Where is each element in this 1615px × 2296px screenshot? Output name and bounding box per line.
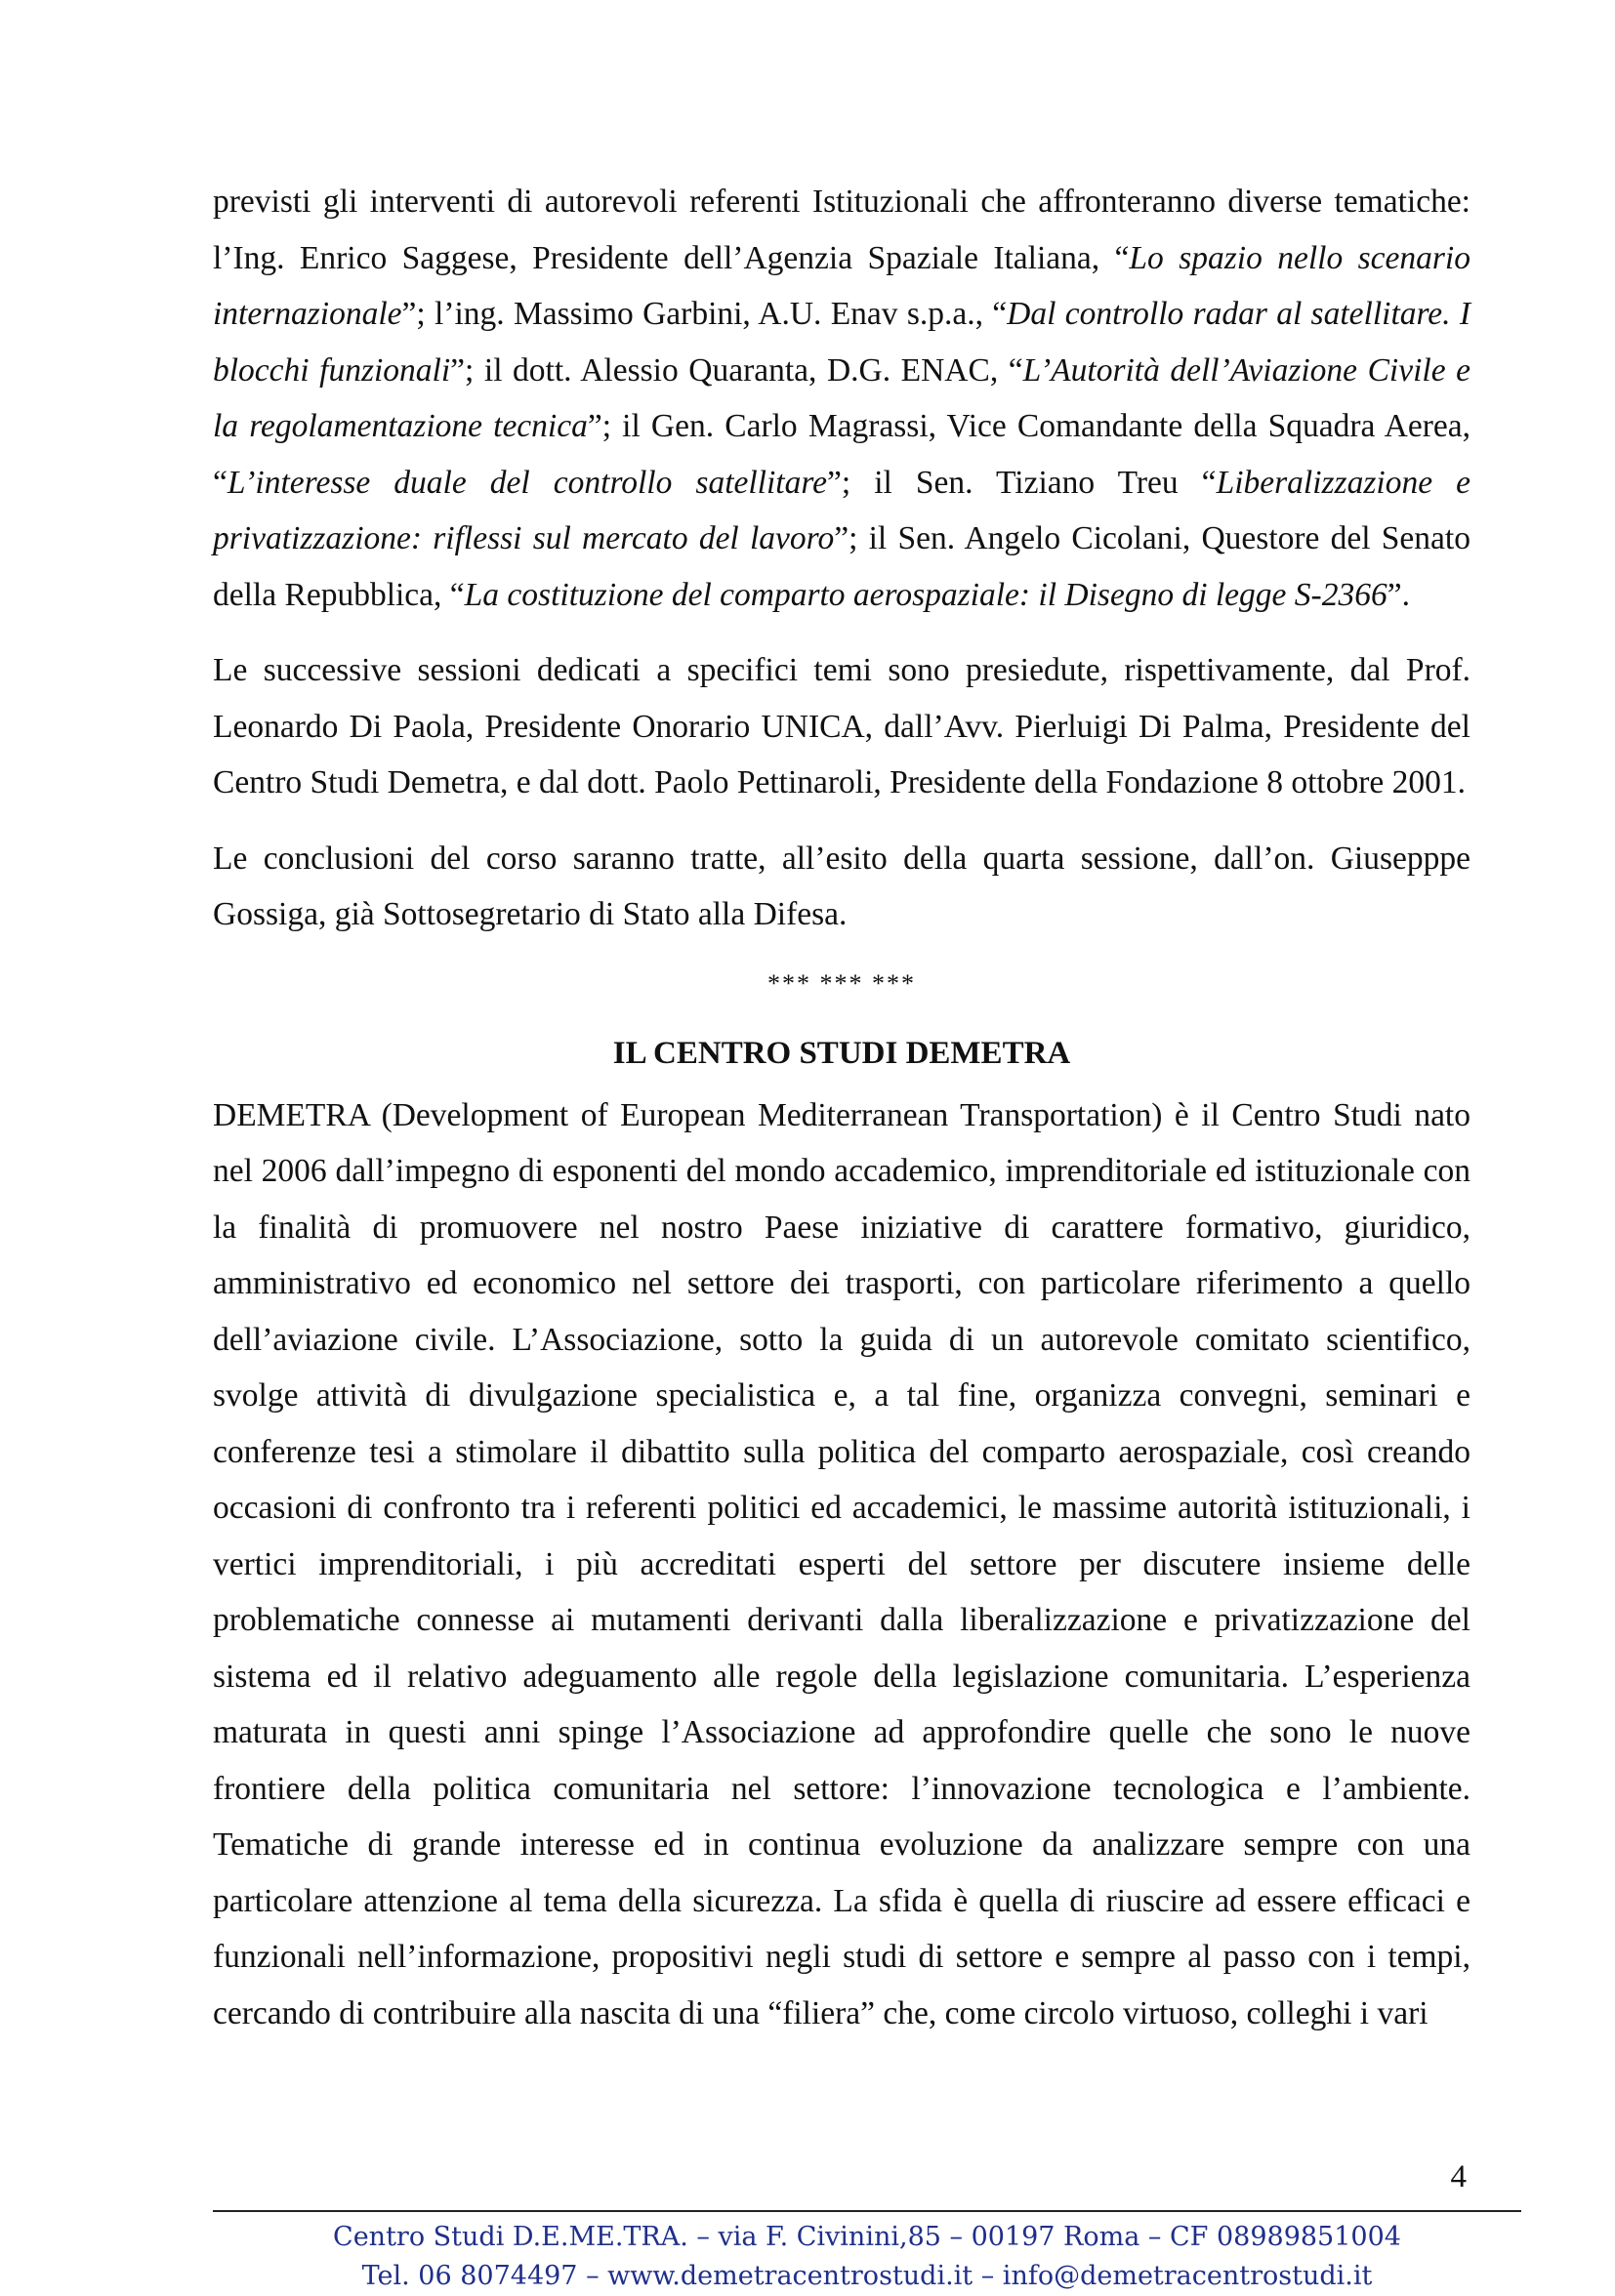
body-text xyxy=(213,174,1470,2061)
text-run: previsti gli interventi di autorevoli referenti Istituzionali che affronteranno diverse tematiche: l’Ing. Enrico Saggese, Presidente dell’Agenzia Spaziale Italiana, “ xyxy=(213,184,1470,276)
talk-title: La costituzione del comparto aerospaziale: il Disegno di legge S-2366 xyxy=(464,576,1387,613)
paragraph-sessions: Le successive sessioni dedicati a specifici temi sono presiedute, rispettivamente, dal Prof. Leonardo Di Paola, Presidente Onorario UNICA, dall’Avv. Pierluigi Di Palma, Presidente del Centro Studi Demetra, e dal dott. Paolo Pettinaroli, Presidente della Fondazione 8 ottobre 2001. xyxy=(213,652,1470,800)
footer-contacts: Tel. 06 8074497 – www.demetracentrostudi.it – info@demetracentrostudi.it xyxy=(361,2261,1373,2291)
section-separator: *** *** *** xyxy=(767,968,916,998)
talk-title: L’Autorità dell’Aviazione Civile e la regolamentazione tecnica xyxy=(213,351,1470,444)
footer-address: Centro Studi D.E.ME.TRA. – via F. Civinini,85 – 00197 Roma – CF 08989851004 xyxy=(333,2222,1401,2252)
text-run: ”; il dott. Alessio Quaranta, D.G. ENAC, “ xyxy=(450,351,1023,389)
section-heading: IL CENTRO STUDI DEMETRA xyxy=(612,1035,1071,1071)
talk-title: Dal controllo radar al satellitare. I blocchi funzionali xyxy=(213,296,1470,389)
page-number: 4 xyxy=(1450,2159,1467,2194)
footer-divider xyxy=(213,2210,1521,2212)
talk-title: Lo spazio nello scenario internazionale xyxy=(213,239,1470,332)
text-run: ”; l’ing. Massimo Garbini, A.U. Enav s.p.a., “ xyxy=(401,296,1008,332)
talk-title: Liberalizzazione e privatizzazione: riflessi sul mercato del lavoro xyxy=(213,464,1470,556)
text-run: ”; il Sen. Tiziano Treu “ xyxy=(827,464,1217,501)
footer xyxy=(213,2218,1521,2296)
text-run: ”; il Sen. Angelo Cicolani, Questore del Senato della Repubblica, “ xyxy=(213,520,1470,613)
talk-title: L’interesse duale del controllo satellitare xyxy=(227,464,828,501)
paragraph-speakers xyxy=(213,174,1470,623)
text-run: ”. xyxy=(1387,576,1410,613)
paragraph-conclusions: Le conclusioni del corso saranno tratte, all’esito della quarta sessione, dall’on. Giusepppe Gossiga, già Sottosegretario di Stato alla Difesa. xyxy=(213,840,1470,932)
paragraph-demetra: DEMETRA (Development of European Mediterranean Transportation) è il Centro Studi nato nel 2006 dall’impegno di esponenti del mondo accademico, imprenditoriale ed istituzionale con la finalità di promuovere nel nostro Paese iniziative di carattere formativo, giuridico, amministrativo ed economico nel settore dei trasporti, con particolare riferimento a quello dell’aviazione civile. L’Associazione, sotto la guida di un autorevole comitato scientifico, svolge attività di divulgazione specialistica e, a tal fine, organizza convegni, seminari e conferenze tesi a stimolare il dibattito sulla politica del comparto aerospaziale, così creando occasioni di confronto tra i referenti politici ed accademici, le massime autorità istituzionali, i vertici imprenditoriali, i più accreditati esperti del settore per discutere insieme delle problematiche connesse ai mutamenti derivanti dalla liberalizzazione e privatizzazione del sistema ed il relativo adeguamento alle regole della legislazione comunitaria. L’esperienza maturata in questi anni spinge l’Associazione ad approfondire quelle che sono le nuove frontiere della politica comunitaria nel settore: l’innovazione tecnologica e l’ambiente. Tematiche di grande interesse ed in continua evoluzione da analizzare sempre con una particolare attenzione al tema della sicurezza. La sfida è quella di riuscire ad essere efficaci e funzionali nell’informazione, propositivi negli studi di settore e sempre al passo con i tempi, cercando di contribuire alla nascita di una “filiera” che, come circolo virtuoso, colleghi i vari xyxy=(213,1096,1470,2031)
text-run: ”; il Gen. Carlo Magrassi, Vice Comandante della Squadra Aerea, “ xyxy=(213,408,1470,501)
